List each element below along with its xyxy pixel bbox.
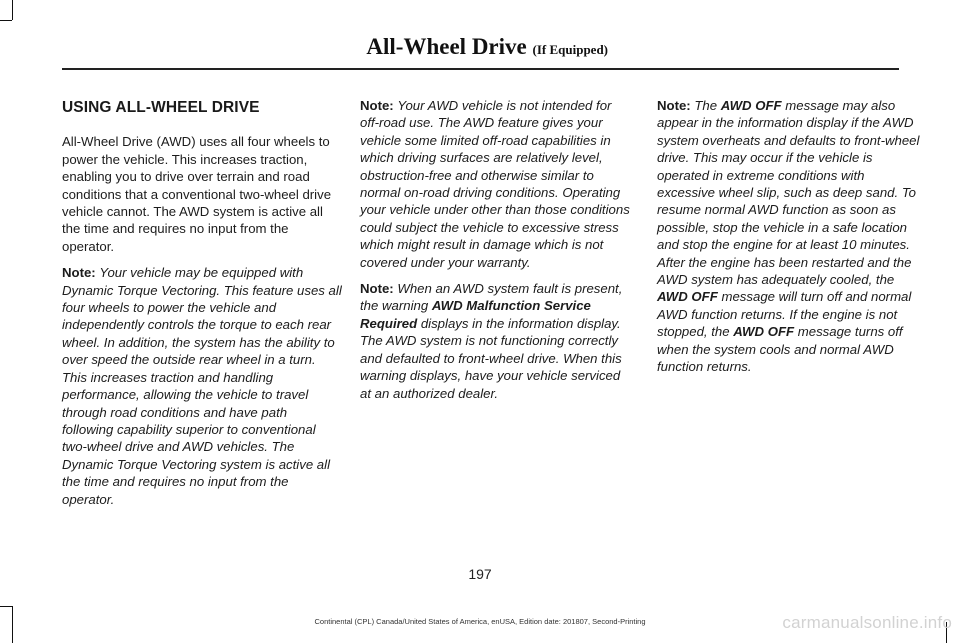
awd-off-message-1: AWD OFF	[720, 98, 782, 113]
note-text: Your AWD vehicle is not intended for off-road use. The AWD feature gives your vehicle some limited off-road capabilities in which driving surfaces are relatively level, obstruction-free and otherwise similar to normal on-road driving conditions. Operating your vehicle under other than those conditions could subject the vehicle to excessive stress which might result in damage which is not covered under your warranty.	[360, 98, 630, 270]
column-2	[360, 97, 632, 411]
note-label: Note:	[360, 281, 394, 297]
chapter-header	[366, 34, 608, 60]
note-text-4: message turns off when the system cools and normal AWD function returns.	[657, 324, 903, 375]
header-rule	[62, 68, 899, 70]
note-label: Note:	[62, 265, 96, 281]
offroad-note	[360, 97, 632, 271]
note-text-2: message may also appear in the information display if the AWD system overheats and defaults to front-wheel drive. This may occur if the vehicle is operated in extreme conditions with excessive wheel slip, such as deep sand. To resume normal AWD function as soon as possible, stop the vehicle in a safe location and stop the engine for at least 10 minutes. After the engine has been restarted and the AWD system has adequately cooled, the	[657, 98, 920, 288]
torque-vectoring-note	[62, 264, 342, 508]
crop-mark-bottom-left-h	[0, 606, 12, 607]
note-text-1: The	[694, 98, 718, 113]
chapter-subtitle: (If Equipped)	[532, 42, 608, 57]
awd-off-note	[657, 97, 925, 376]
fault-note	[360, 280, 632, 402]
intro-paragraph: All-Wheel Drive (AWD) uses all four wheels to power the vehicle. This increases traction, enabling you to drive over terrain and road conditions that a conventional two-wheel drive vehicle cannot. The AWD system is active all the time and requires no input from the operator.	[62, 134, 332, 254]
note-text-3: message will turn off and normal AWD function returns. If the engine is not stopped, the	[657, 289, 912, 340]
edition-footer: Continental (CPL) Canada/United States of America, enUSA, Edition date: 201807, Second-Printing	[314, 617, 646, 626]
section-heading: USING ALL-WHEEL DRIVE	[62, 99, 260, 116]
watermark: carmanualsonline.info	[782, 613, 952, 632]
note-text-a: When an AWD system fault is present, the warning	[360, 281, 623, 314]
note-text-b: displays in the information display. The AWD system is not functioning correctly and defaulted to front-wheel drive. When this warning displays, have your vehicle serviced at an authorized dealer.	[360, 315, 622, 401]
awd-off-message-2: AWD OFF	[657, 289, 718, 305]
chapter-title: All-Wheel Drive	[366, 34, 527, 59]
crop-mark-top-left	[12, 0, 13, 20]
column-1	[62, 99, 342, 517]
crop-mark-top-left-h	[0, 20, 12, 21]
note-label: Note:	[657, 98, 691, 113]
column-3	[657, 97, 925, 385]
warning-message-name: AWD Malfunction Service Required	[360, 298, 591, 331]
page-number: 197	[468, 566, 492, 582]
awd-off-message-3: AWD OFF	[733, 324, 795, 340]
note-label: Note:	[360, 98, 394, 113]
note-text: Your vehicle may be equipped with Dynamic Torque Vectoring. This feature uses all four wheels to power the vehicle and independently controls the torque to each rear wheel. In addition, the system has the ability to over speed the outside rear wheel in a turn. This increases traction and handling performance, allowing the vehicle to travel through road conditions and have path following capability superior to conventional two-wheel drive and AWD vehicles. The Dynamic Torque Vectoring system is active all the time and requires no input from the operator.	[62, 265, 342, 507]
